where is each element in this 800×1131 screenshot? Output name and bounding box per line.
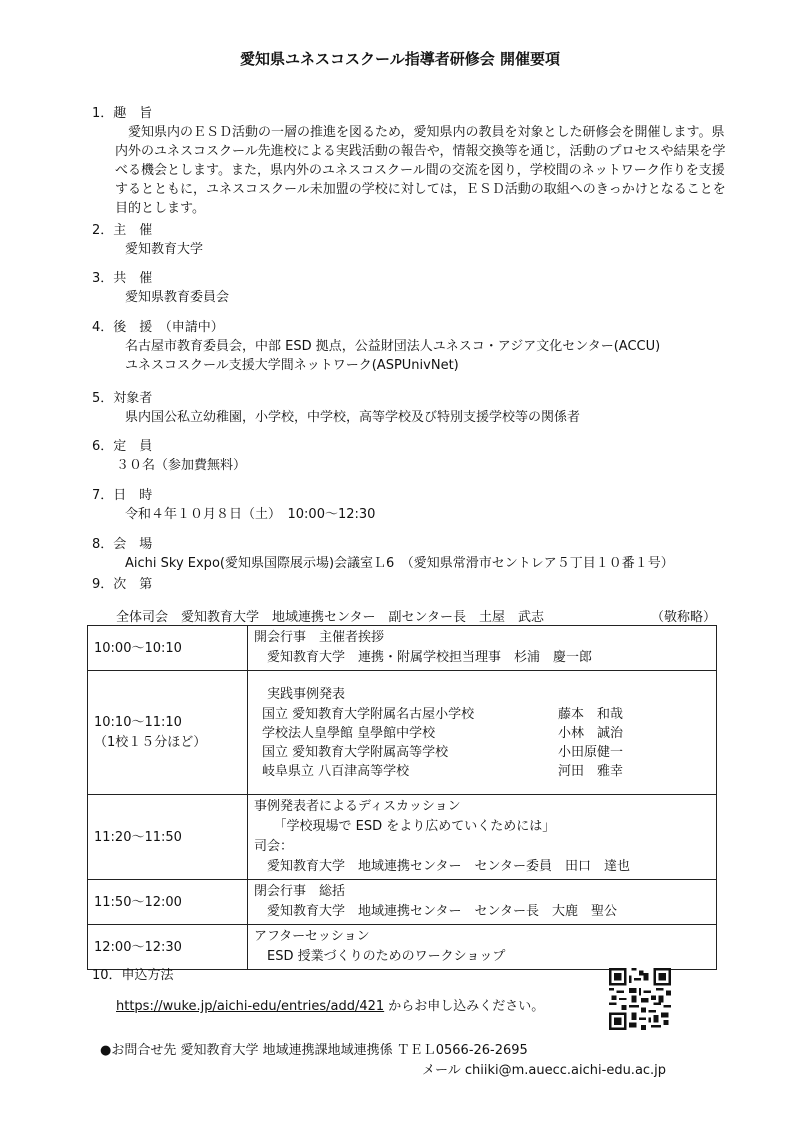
presenter-row xyxy=(254,705,710,724)
content-cell xyxy=(248,671,717,795)
content-line: アフターセッション xyxy=(254,929,370,944)
section-organizer xyxy=(92,221,732,259)
program-emcee: 全体司会 愛知教育大学 地域連携センター 副センター長 土屋 武志 xyxy=(116,610,544,625)
application-url-link[interactable]: https://wuke.jp/aichi-edu/entries/add/421 xyxy=(116,999,385,1014)
content-line: 実践事例発表 xyxy=(254,686,346,702)
content-cell xyxy=(248,795,717,880)
table-row xyxy=(88,880,717,925)
time-label: 10:00～10:10 xyxy=(94,640,182,656)
application-line xyxy=(116,997,544,1016)
section-heading: 2．主 催 xyxy=(92,223,153,238)
content-line: 司会： xyxy=(254,839,294,854)
section-heading: 9．次 第 xyxy=(92,577,153,592)
time-cell xyxy=(88,925,248,970)
presenter-school: 岐阜県立 八百津高等学校 xyxy=(262,763,410,779)
contact-email: メール chiiki@m.auecc.aichi-edu.ac.jp xyxy=(422,1063,667,1078)
content-line: 事例発表者によるディスカッション xyxy=(254,799,461,814)
time-note: （1校１５分ほど） xyxy=(94,734,207,750)
presenter-name: 河田 雅幸 xyxy=(558,763,624,779)
section-datetime xyxy=(92,486,732,524)
presenter-row xyxy=(254,762,710,781)
time-label: 12:00～12:30 xyxy=(94,939,182,955)
content-cell xyxy=(248,925,717,970)
section-purpose xyxy=(92,104,732,218)
presenter-name: 小林 誠治 xyxy=(558,725,624,741)
section-program xyxy=(92,575,732,594)
section-text: 愛知県教育委員会 xyxy=(125,290,230,305)
section-heading: 10．申込方法 xyxy=(92,968,174,983)
content-cell xyxy=(248,880,717,925)
presenter-school: 国立 愛知教育大学附属高等学校 xyxy=(262,744,449,760)
time-cell xyxy=(88,671,248,795)
section-text: Aichi Sky Expo(愛知県国際展示場)会議室Ｌ6 （愛知県常滑市セントレア５丁目１０番１号） xyxy=(125,556,674,571)
presenter-school: 学校法人皇學館 皇學館中学校 xyxy=(262,725,436,741)
section-target xyxy=(92,389,732,427)
section-venue xyxy=(92,535,732,573)
time-label: 11:20～11:50 xyxy=(94,829,182,845)
section-text: ユネスコスクール支援大学間ネットワーク(ASPUnivNet) xyxy=(125,358,459,373)
content-line: 「学校現場で ESD をより広めていくためには」 xyxy=(254,819,556,834)
section-heading: 3．共 催 xyxy=(92,271,153,286)
section-text: 愛知県内のＥＳＤ活動の一層の推進を図るため，愛知県内の教員を対象とした研修会を開催します。県内外のユネスコスクール先進校による実践活動の報告や，情報交換等を通じ，活動のプロセスや結果を学べる機会とします。また，県内外のユネスコスクール間の交流を図り，学校間のネットワーク作りを支援するとともに，ユネスコスクール未加盟の学校に対しては，ＥＳＤ活動の取組へのきっかけとなることを目的とします。 xyxy=(115,125,726,216)
content-cell xyxy=(248,626,717,671)
section-heading: 5．対象者 xyxy=(92,391,153,406)
section-heading: 1．趣 旨 xyxy=(92,106,153,121)
presenter-school: 国立 愛知教育大学附属名古屋小学校 xyxy=(262,706,475,722)
section-heading: 8．会 場 xyxy=(92,537,153,552)
content-line: 愛知教育大学 地域連携センター センター委員 田口 達也 xyxy=(254,859,630,874)
section-text: 愛知教育大学 xyxy=(125,242,204,257)
presenter-row xyxy=(254,724,710,743)
contact-info: ●お問合せ先 愛知教育大学 地域連携課地域連携係 ＴＥＬ0566-26-2695 xyxy=(100,1043,528,1058)
section-heading: 6．定 員 xyxy=(92,439,153,454)
content-line: 開会行事 主催者挨拶 xyxy=(254,630,385,645)
time-cell xyxy=(88,626,248,671)
section-text: 県内国公私立幼稚園，小学校，中学校，高等学校及び特別支援学校等の関係者 xyxy=(125,410,581,425)
schedule-table xyxy=(87,625,717,970)
section-text: 令和４年１０月８日（土） 10:00～12:30 xyxy=(125,507,376,522)
time-label: 10:10～11:10 xyxy=(94,714,182,730)
time-label: 11:50～12:00 xyxy=(94,894,182,910)
table-row xyxy=(88,925,717,970)
application-suffix: からお申し込みください。 xyxy=(384,999,545,1014)
section-text: ３０名（参加費無料） xyxy=(116,458,247,473)
time-cell xyxy=(88,795,248,880)
presenter-name: 小田原健一 xyxy=(558,744,624,760)
content-line: 閉会行事 総括 xyxy=(254,884,346,899)
table-row xyxy=(88,671,717,795)
section-capacity xyxy=(92,437,732,475)
content-line: 愛知教育大学 地域連携センター センター長 大鹿 聖公 xyxy=(254,904,617,919)
section-support xyxy=(92,318,732,375)
time-cell xyxy=(88,880,248,925)
section-heading: 7．日 時 xyxy=(92,488,153,503)
section-co-organizer xyxy=(92,269,732,307)
presenter-row xyxy=(254,743,710,762)
section-text: 名古屋市教育委員会，中部 ESD 拠点，公益財団法人ユネスコ・アジア文化センター(ACCU) xyxy=(125,339,661,354)
document-title: 愛知県ユネスコスクール指導者研修会 開催要項 xyxy=(240,50,560,68)
content-line: ESD 授業づくりのためのワークショップ xyxy=(254,949,506,964)
presenter-name: 藤本 和哉 xyxy=(558,706,624,722)
section-heading: 4．後 援 （申請中） xyxy=(92,320,224,335)
table-row xyxy=(88,795,717,880)
honorific-note: （敬称略） xyxy=(650,610,716,625)
content-line: 愛知教育大学 連携・附属学校担当理事 杉浦 慶一郎 xyxy=(254,650,593,665)
table-row xyxy=(88,626,717,671)
qr-code-icon xyxy=(609,968,671,1030)
